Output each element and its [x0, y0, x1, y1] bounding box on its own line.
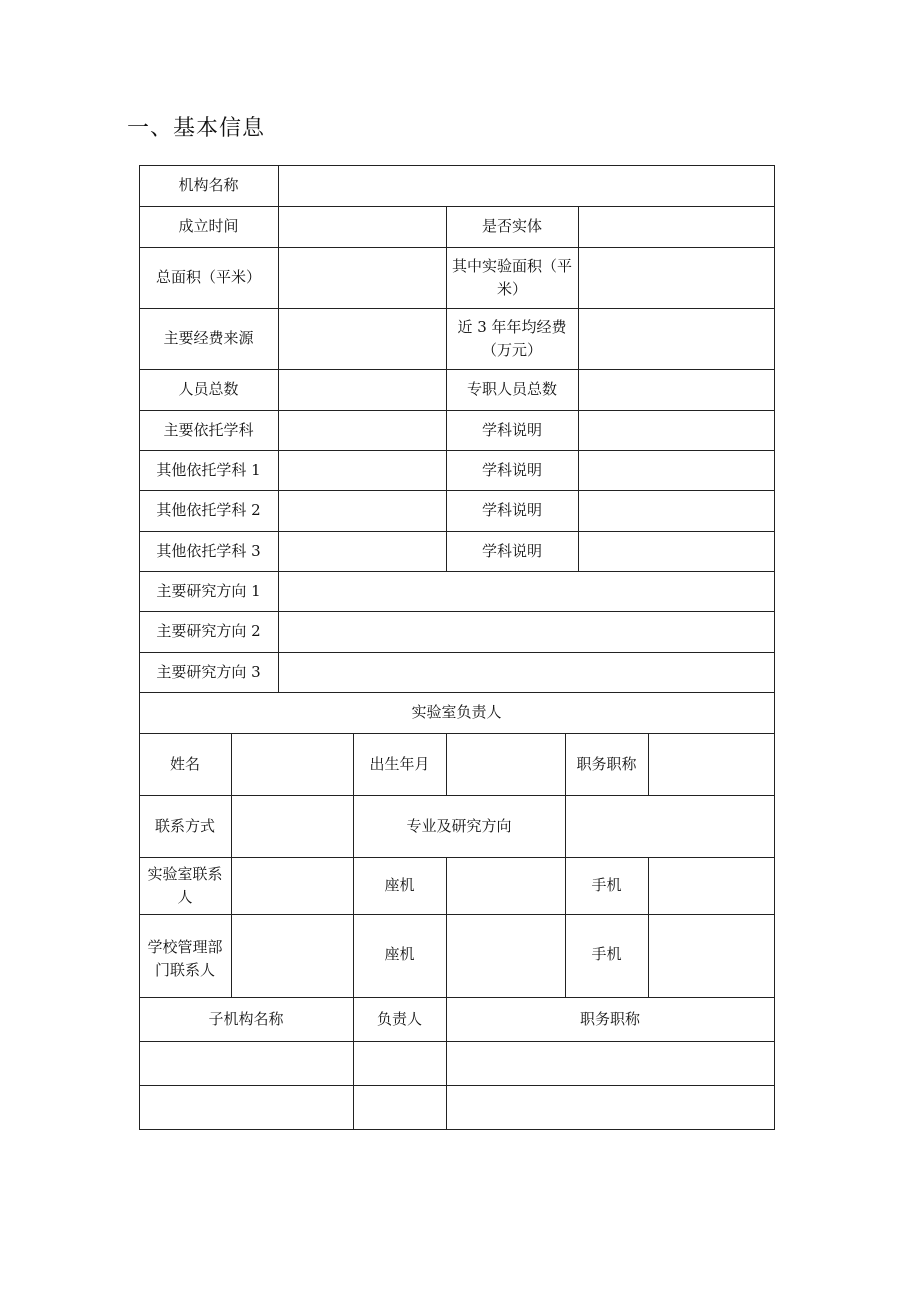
birth-label: 出生年月 [369, 754, 430, 773]
lab-landline-field[interactable] [447, 858, 565, 914]
school-contact-label: 学校管理部 门联系人 [147, 937, 223, 979]
main-discipline-field[interactable] [279, 411, 446, 450]
fulltime-total-label: 专职人员总数 [466, 380, 557, 398]
contact-label: 联系方式 [154, 816, 215, 835]
sub-org-head-field[interactable] [354, 1086, 446, 1129]
discipline-note-field[interactable] [579, 411, 774, 450]
title-field[interactable] [649, 734, 774, 795]
staff-total-label: 人员总数 [178, 380, 239, 398]
major-field[interactable] [566, 796, 774, 857]
sub-org-head-field[interactable] [354, 1042, 446, 1085]
school-mobile-field[interactable] [649, 915, 774, 997]
funding-source-field[interactable] [279, 309, 446, 369]
sub-org-title-header: 职务职称 [579, 1009, 640, 1028]
discipline-note-label: 学科说明 [481, 460, 542, 479]
research-dir-3-label: 主要研究方向 3 [156, 662, 261, 681]
major-label: 专业及研究方向 [406, 816, 512, 835]
total-area-field[interactable] [279, 248, 446, 308]
avg-funding-field[interactable] [579, 309, 774, 369]
org-name-field[interactable] [279, 166, 774, 206]
sub-org-title-field[interactable] [447, 1086, 774, 1129]
fulltime-total-field[interactable] [579, 370, 774, 410]
school-landline-field[interactable] [447, 915, 565, 997]
school-contact-field[interactable] [232, 915, 353, 997]
discipline-note-label: 学科说明 [481, 501, 542, 519]
lab-area-field[interactable] [579, 248, 774, 308]
contact-field[interactable] [232, 796, 353, 857]
lab-mobile-field[interactable] [649, 858, 774, 914]
other-discipline-3-field[interactable] [279, 532, 446, 571]
lab-area-label: 其中实验面积（平 米） [451, 256, 572, 298]
other-discipline-1-label: 其他依托学科 1 [156, 460, 261, 479]
research-dir-2-field[interactable] [279, 612, 774, 652]
research-dir-1-label: 主要研究方向 1 [156, 581, 261, 600]
discipline-note-field[interactable] [579, 451, 774, 490]
other-discipline-2-field[interactable] [279, 491, 446, 531]
staff-total-field[interactable] [279, 370, 446, 410]
founded-label: 成立时间 [178, 217, 239, 235]
sub-org-title-field[interactable] [447, 1042, 774, 1085]
sub-org-name-header: 子机构名称 [208, 1009, 284, 1028]
is-entity-label: 是否实体 [481, 217, 542, 235]
sub-org-name-field[interactable] [140, 1042, 353, 1085]
org-name-label: 机构名称 [178, 176, 239, 194]
lab-contact-label: 实验室联系 人 [147, 864, 223, 906]
lab-mobile-label: 手机 [591, 876, 622, 894]
school-mobile-label: 手机 [591, 945, 622, 963]
lab-head-section-header: 实验室负责人 [411, 703, 502, 721]
research-dir-1-field[interactable] [279, 572, 774, 611]
research-dir-3-field[interactable] [279, 653, 774, 692]
discipline-note-label: 学科说明 [481, 420, 542, 439]
birth-field[interactable] [447, 734, 565, 795]
school-landline-label: 座机 [384, 945, 415, 963]
sub-org-name-field[interactable] [140, 1086, 353, 1129]
other-discipline-1-field[interactable] [279, 451, 446, 490]
other-discipline-2-label: 其他依托学科 2 [156, 501, 261, 519]
discipline-note-field[interactable] [579, 532, 774, 571]
total-area-label: 总面积（平米） [155, 268, 261, 286]
name-label: 姓名 [169, 754, 200, 773]
is-entity-field[interactable] [579, 207, 774, 247]
name-field[interactable] [232, 734, 353, 795]
discipline-note-field[interactable] [579, 491, 774, 531]
funding-source-label: 主要经费来源 [163, 329, 254, 347]
title-label: 职务职称 [576, 754, 637, 773]
discipline-note-label: 学科说明 [481, 541, 542, 560]
avg-funding-label: 近 3 年年均经费 （万元） [457, 317, 567, 359]
other-discipline-3-label: 其他依托学科 3 [156, 541, 261, 560]
main-discipline-label: 主要依托学科 [163, 420, 254, 439]
lab-landline-label: 座机 [384, 876, 415, 894]
section-title: 一、基本信息 [127, 116, 266, 141]
sub-org-head-header: 负责人 [376, 1009, 422, 1028]
founded-field[interactable] [279, 207, 446, 247]
research-dir-2-label: 主要研究方向 2 [156, 622, 261, 640]
lab-contact-field[interactable] [232, 858, 353, 914]
